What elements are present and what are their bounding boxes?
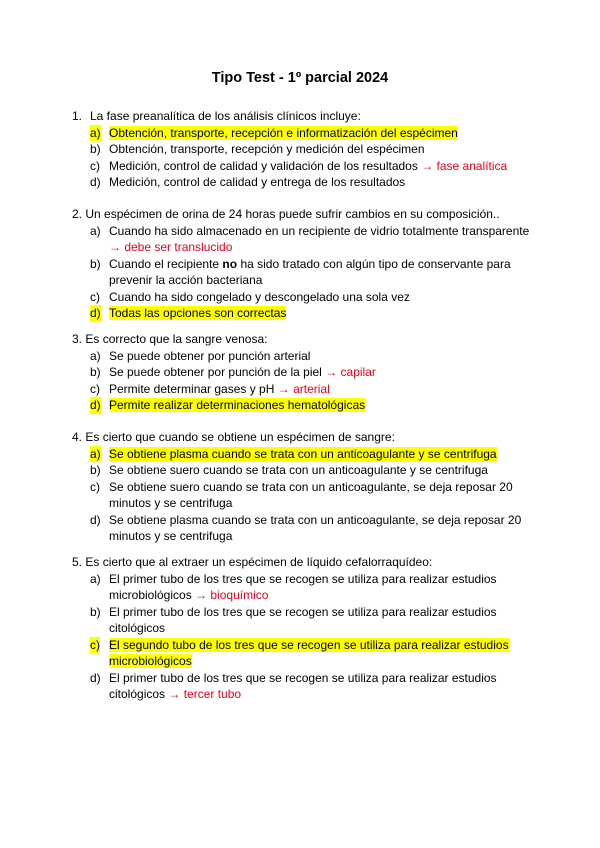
- question-2: [72, 206, 542, 322]
- document-title: Tipo Test - 1º parcial 2024: [211, 70, 389, 86]
- annotation-note: → bioquímico: [195, 588, 269, 602]
- question-text: Es cierto que al extraer un espécimen de líquido cefalorraquídeo:: [85, 555, 433, 569]
- option-a: [72, 446, 542, 463]
- option-text-correct: Permite realizar determinaciones hematológicas: [109, 398, 366, 412]
- option-letter: b): [90, 142, 101, 156]
- option-letter: c): [90, 289, 100, 304]
- option-d: [72, 305, 542, 322]
- option-letter: c): [90, 479, 100, 494]
- option-b: [72, 141, 542, 158]
- option-text-post: ha sido tratado con algún tipo de conservante para prevenir la acción bacteriana: [109, 256, 511, 287]
- option-text: El primer tubo de los tres que se recogen se utiliza para realizar estudios citológicos: [109, 670, 497, 701]
- option-text-bold: no: [222, 256, 238, 271]
- option-letter: b): [90, 365, 101, 379]
- option-a: [72, 571, 542, 604]
- option-b: [72, 462, 542, 479]
- option-text-correct: Todas las opciones son correctas: [109, 306, 287, 320]
- option-letter: b): [90, 256, 101, 271]
- option-letter: c): [90, 381, 100, 396]
- annotation-note: → capilar: [325, 365, 376, 379]
- question-text: Un espécimen de orina de 24 horas puede sufrir cambios en su composición..: [85, 207, 500, 221]
- option-letter: d): [90, 398, 101, 412]
- option-text: Medición, control de calidad y entrega de los resultados: [109, 175, 406, 189]
- option-letter: b): [90, 463, 101, 477]
- option-text: Se obtiene suero cuando se trata con un anticoagulante, se deja reposar 20 minutos y se centrifuga: [109, 479, 513, 510]
- option-c: [72, 158, 542, 175]
- option-text: Se obtiene plasma cuando se trata con un anticoagulante, se deja reposar 20 minutos y se centrifuga: [109, 512, 522, 543]
- question-stem: [72, 554, 542, 571]
- option-letter: a): [90, 571, 101, 586]
- option-c: [72, 637, 542, 670]
- option-a: [72, 125, 542, 142]
- option-text: Obtención, transporte, recepción y medición del espécimen: [109, 142, 425, 156]
- option-d: [72, 670, 542, 703]
- option-text: Se puede obtener por punción de la piel: [109, 365, 322, 379]
- option-text: Se puede obtener por punción arterial: [109, 348, 311, 363]
- option-d: [72, 512, 542, 545]
- option-text-correct: El segundo tubo de los tres que se recogen se utiliza para realizar estudios microbiológicos: [109, 637, 509, 668]
- option-text: El primer tubo de los tres que se recogen se utiliza para realizar estudios microbiológicos: [109, 571, 497, 602]
- option-letter: a): [90, 446, 101, 461]
- option-text: Cuando ha sido almacenado en un recipiente de vidrio totalmente transparente: [109, 223, 530, 238]
- option-c: [72, 289, 542, 306]
- option-letter: a): [90, 125, 101, 140]
- option-letter: c): [90, 158, 100, 173]
- question-number: 1.: [72, 109, 83, 123]
- question-text: Es cierto que cuando se obtiene un espécimen de sangre:: [85, 430, 395, 444]
- question-text: Es correcto que la sangre venosa:: [85, 332, 268, 346]
- option-b: [72, 256, 542, 289]
- option-d: [72, 397, 542, 414]
- option-text: El primer tubo de los tres que se recogen se utiliza para realizar estudios citológicos: [109, 604, 497, 635]
- option-letter: c): [90, 637, 100, 652]
- question-5: [72, 554, 542, 703]
- option-text: Se obtiene suero cuando se trata con un anticoagulante y se centrifuga: [109, 463, 488, 477]
- option-letter: d): [90, 512, 101, 527]
- question-number: 5.: [72, 555, 83, 569]
- question-number: 4.: [72, 430, 83, 444]
- question-stem: [72, 206, 542, 223]
- option-letter: d): [90, 306, 101, 320]
- option-b: [72, 604, 542, 637]
- question-stem: [72, 429, 542, 446]
- option-text: Permite determinar gases y pH: [109, 381, 275, 396]
- annotation-note: → arterial: [277, 381, 330, 396]
- annotation-note: → tercer tubo: [168, 687, 242, 701]
- option-a: [72, 223, 542, 256]
- option-letter: d): [90, 175, 101, 189]
- option-letter: b): [90, 604, 101, 619]
- option-letter: d): [90, 670, 101, 685]
- option-c: [72, 479, 542, 512]
- option-text: Medición, control de calidad y validación de los resultados: [109, 158, 418, 173]
- option-letter: a): [90, 348, 101, 363]
- question-stem: [72, 331, 542, 348]
- option-a: [72, 348, 542, 365]
- option-text: Cuando ha sido congelado y descongelado una sola vez: [109, 289, 410, 304]
- question-number: 3.: [72, 332, 83, 346]
- annotation-note: → fase analítica: [421, 158, 508, 173]
- option-text-pre: Cuando el recipiente: [109, 256, 220, 271]
- question-1: [72, 108, 542, 191]
- option-c: [72, 381, 542, 398]
- option-text-correct: Obtención, transporte, recepción e informatización del espécimen: [109, 125, 458, 140]
- question-stem: [72, 108, 542, 125]
- question-text: La fase preanalítica de los análisis clínicos incluye:: [90, 109, 361, 123]
- option-d: [72, 174, 542, 191]
- option-text-correct: Se obtiene plasma cuando se trata con un anticoagulante y se centrifuga: [109, 446, 497, 461]
- question-number: 2.: [72, 207, 83, 221]
- question-4: [72, 429, 542, 545]
- option-letter: a): [90, 223, 101, 238]
- annotation-note: → debe ser translucido: [109, 240, 233, 254]
- question-3: [72, 331, 542, 414]
- option-b: [72, 364, 542, 381]
